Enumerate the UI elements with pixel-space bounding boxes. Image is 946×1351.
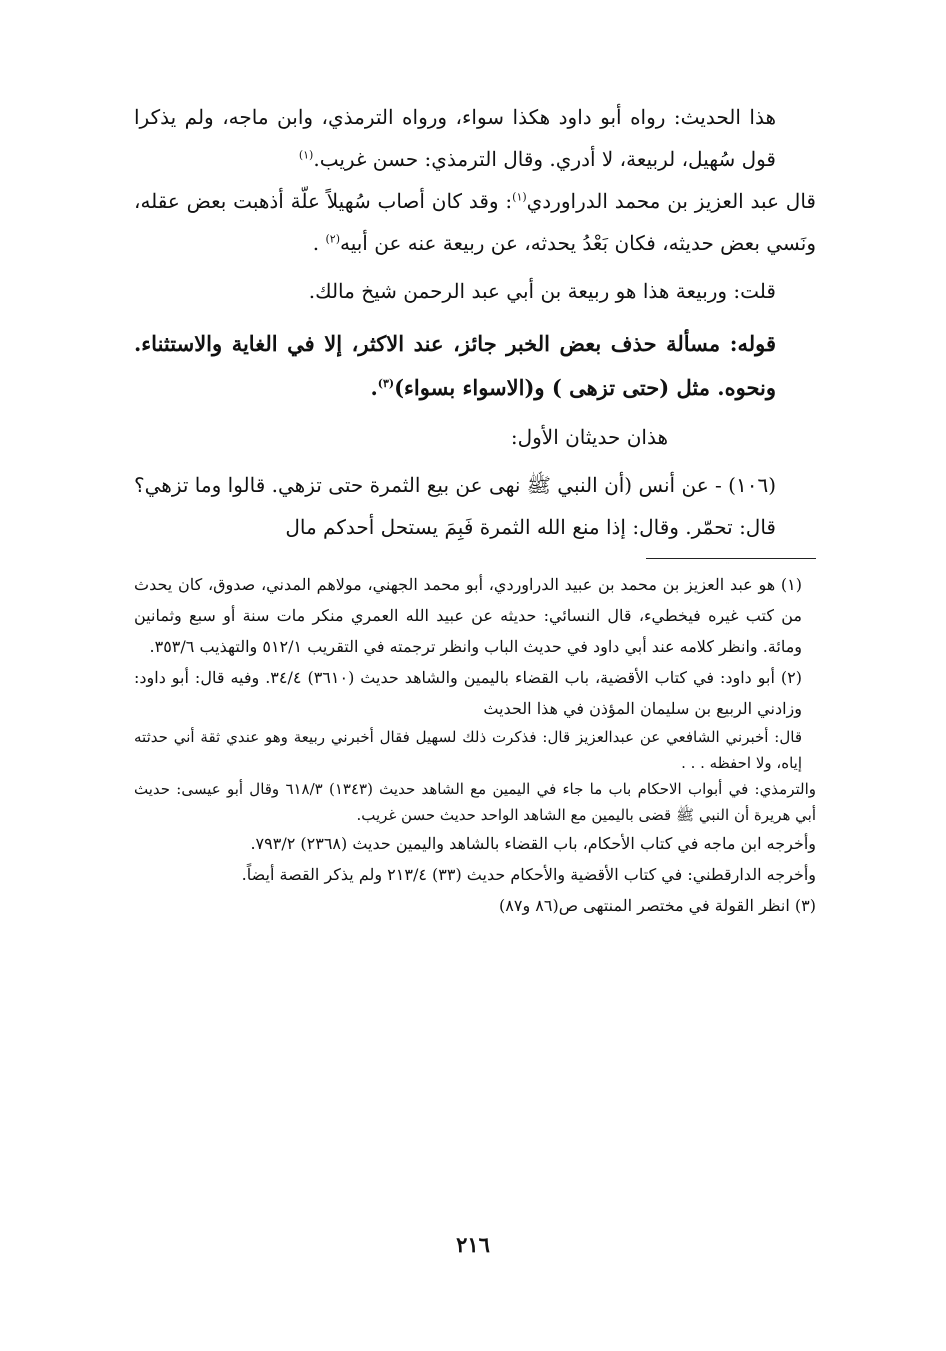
footnote-divider bbox=[646, 558, 816, 559]
paragraph-qawluhu-end: . bbox=[370, 375, 378, 400]
footnote-2-ibnmajah: وأخرجه ابن ماجه في كتاب الأحكام، باب القضاء بالشاهد واليمين حديث (٢٣٦٨) ٧٩٣/٢. bbox=[250, 834, 816, 853]
paragraph-hadith-note-text: هذا الحديث: رواه أبو داود هكذا سواء، ورواه الترمذي، وابن ماجه، ولم يذكرا قول سُهيل، لربيعة، لا أدري. وقال الترمذي: حسن غريب. bbox=[134, 105, 776, 171]
paragraph-hadith-note bbox=[134, 96, 816, 180]
footnote-ref-1b: (١) bbox=[512, 190, 527, 204]
footnote-1: (١) هو عبد العزيز بن محمد بن عبيد الدراوردي، أبو محمد الجهني، مولاهم المدني، صدوق، كان يحدث من كتب غيره فيخطيء، قال النسائي: حديثه عن عبيد الله العمري منكر مات سنة أو سبع وثمانين ومائة. وانظر كلامه عند أبي داود في حديث الباب وانظر ترجمته في التقريب ٥١٢/١ والتهذيب ٣٥٣/٦. bbox=[134, 575, 802, 656]
page-body bbox=[134, 96, 816, 921]
paragraph-qawluhu-text: قوله: مسألة حذف بعض الخبر جائز، عند الاكثر، إلا في الغاية والاستثناء. ونحوه. مثل (حتى تزهى ) و(الاسواء بسواء) bbox=[134, 331, 776, 400]
paragraph-darawardi bbox=[134, 180, 816, 264]
paragraph-darawardi-rest: : وقد كان أصاب سُهيلاً علّة أذهبت بعض عقله، ونَسي بعض حديثه، فكان بَعْدُ يحدثه، عن ربيعة عنه عن أبيه bbox=[134, 189, 816, 255]
paragraph-qawluhu bbox=[134, 322, 816, 410]
footnote-3: (٣) انظر القولة في مختصر المنتهى ص(٨٦ و٨٧) bbox=[499, 896, 816, 915]
paragraph-darawardi-end: . bbox=[312, 231, 326, 255]
paragraph-darawardi-text: قال عبد العزيز بن محمد الدراوردي bbox=[526, 189, 816, 213]
footnote-2-daraqutni: وأخرجه الدارقطني: في كتاب الأقضية والأحكام حديث (٣٣) ٢١٣/٤ ولم يذكر القصة أيضاً. bbox=[241, 865, 816, 884]
paragraph-hadith-106: (١٠٦) - عن أنس (أن النبي ﷺ نهى عن بيع الثمرة حتى تزهي. قالوا وما تزهي؟ قال: تحمّر. وقال: إذا منع الله الثمرة فَبِمَ يستحل أحدكم مال bbox=[134, 473, 776, 539]
footnote-divider-wrap bbox=[134, 548, 816, 569]
paragraph-rabia: قلت: وربيعة هذا هو ربيعة بن أبي عبد الرحمن شيخ مالك. bbox=[308, 279, 776, 303]
footnote-2-tirmidhi: والترمذي: في أبواب الاحكام باب ما جاء في اليمين مع الشاهد حديث (١٣٤٣) ٦١٨/٣ وقال أبو عيسى: حديث أبي هريرة أن النبي ﷺ قضى باليمين مع الشاهد الواحد حديث حسن غريب. bbox=[134, 780, 817, 824]
footnote-ref-2: (٢) bbox=[325, 232, 340, 246]
footnote-2-quote: قال: أخبرني الشافعي عن عبدالعزيز قال: فذكرت ذلك لسهيل فقال أخبرني ربيعة وهو عندي ثقة أني حدثته إياه، ولا احفظه . . . bbox=[134, 728, 802, 772]
footnote-ref-1: (١) bbox=[298, 148, 314, 162]
footnote-ref-3: (٣) bbox=[377, 377, 395, 390]
page-number: ٢١٦ bbox=[456, 1232, 490, 1257]
footnote-2: (٢) أبو داود: في كتاب الأقضية، باب القضاء باليمين والشاهد حديث (٣٦١٠) ٣٤/٤. وفيه قال: أبو داود: وزادني الربيع بن سليمان المؤذن في هذا الحديث bbox=[134, 668, 802, 718]
section-heading: هذان حديثان الأول: bbox=[510, 425, 668, 449]
